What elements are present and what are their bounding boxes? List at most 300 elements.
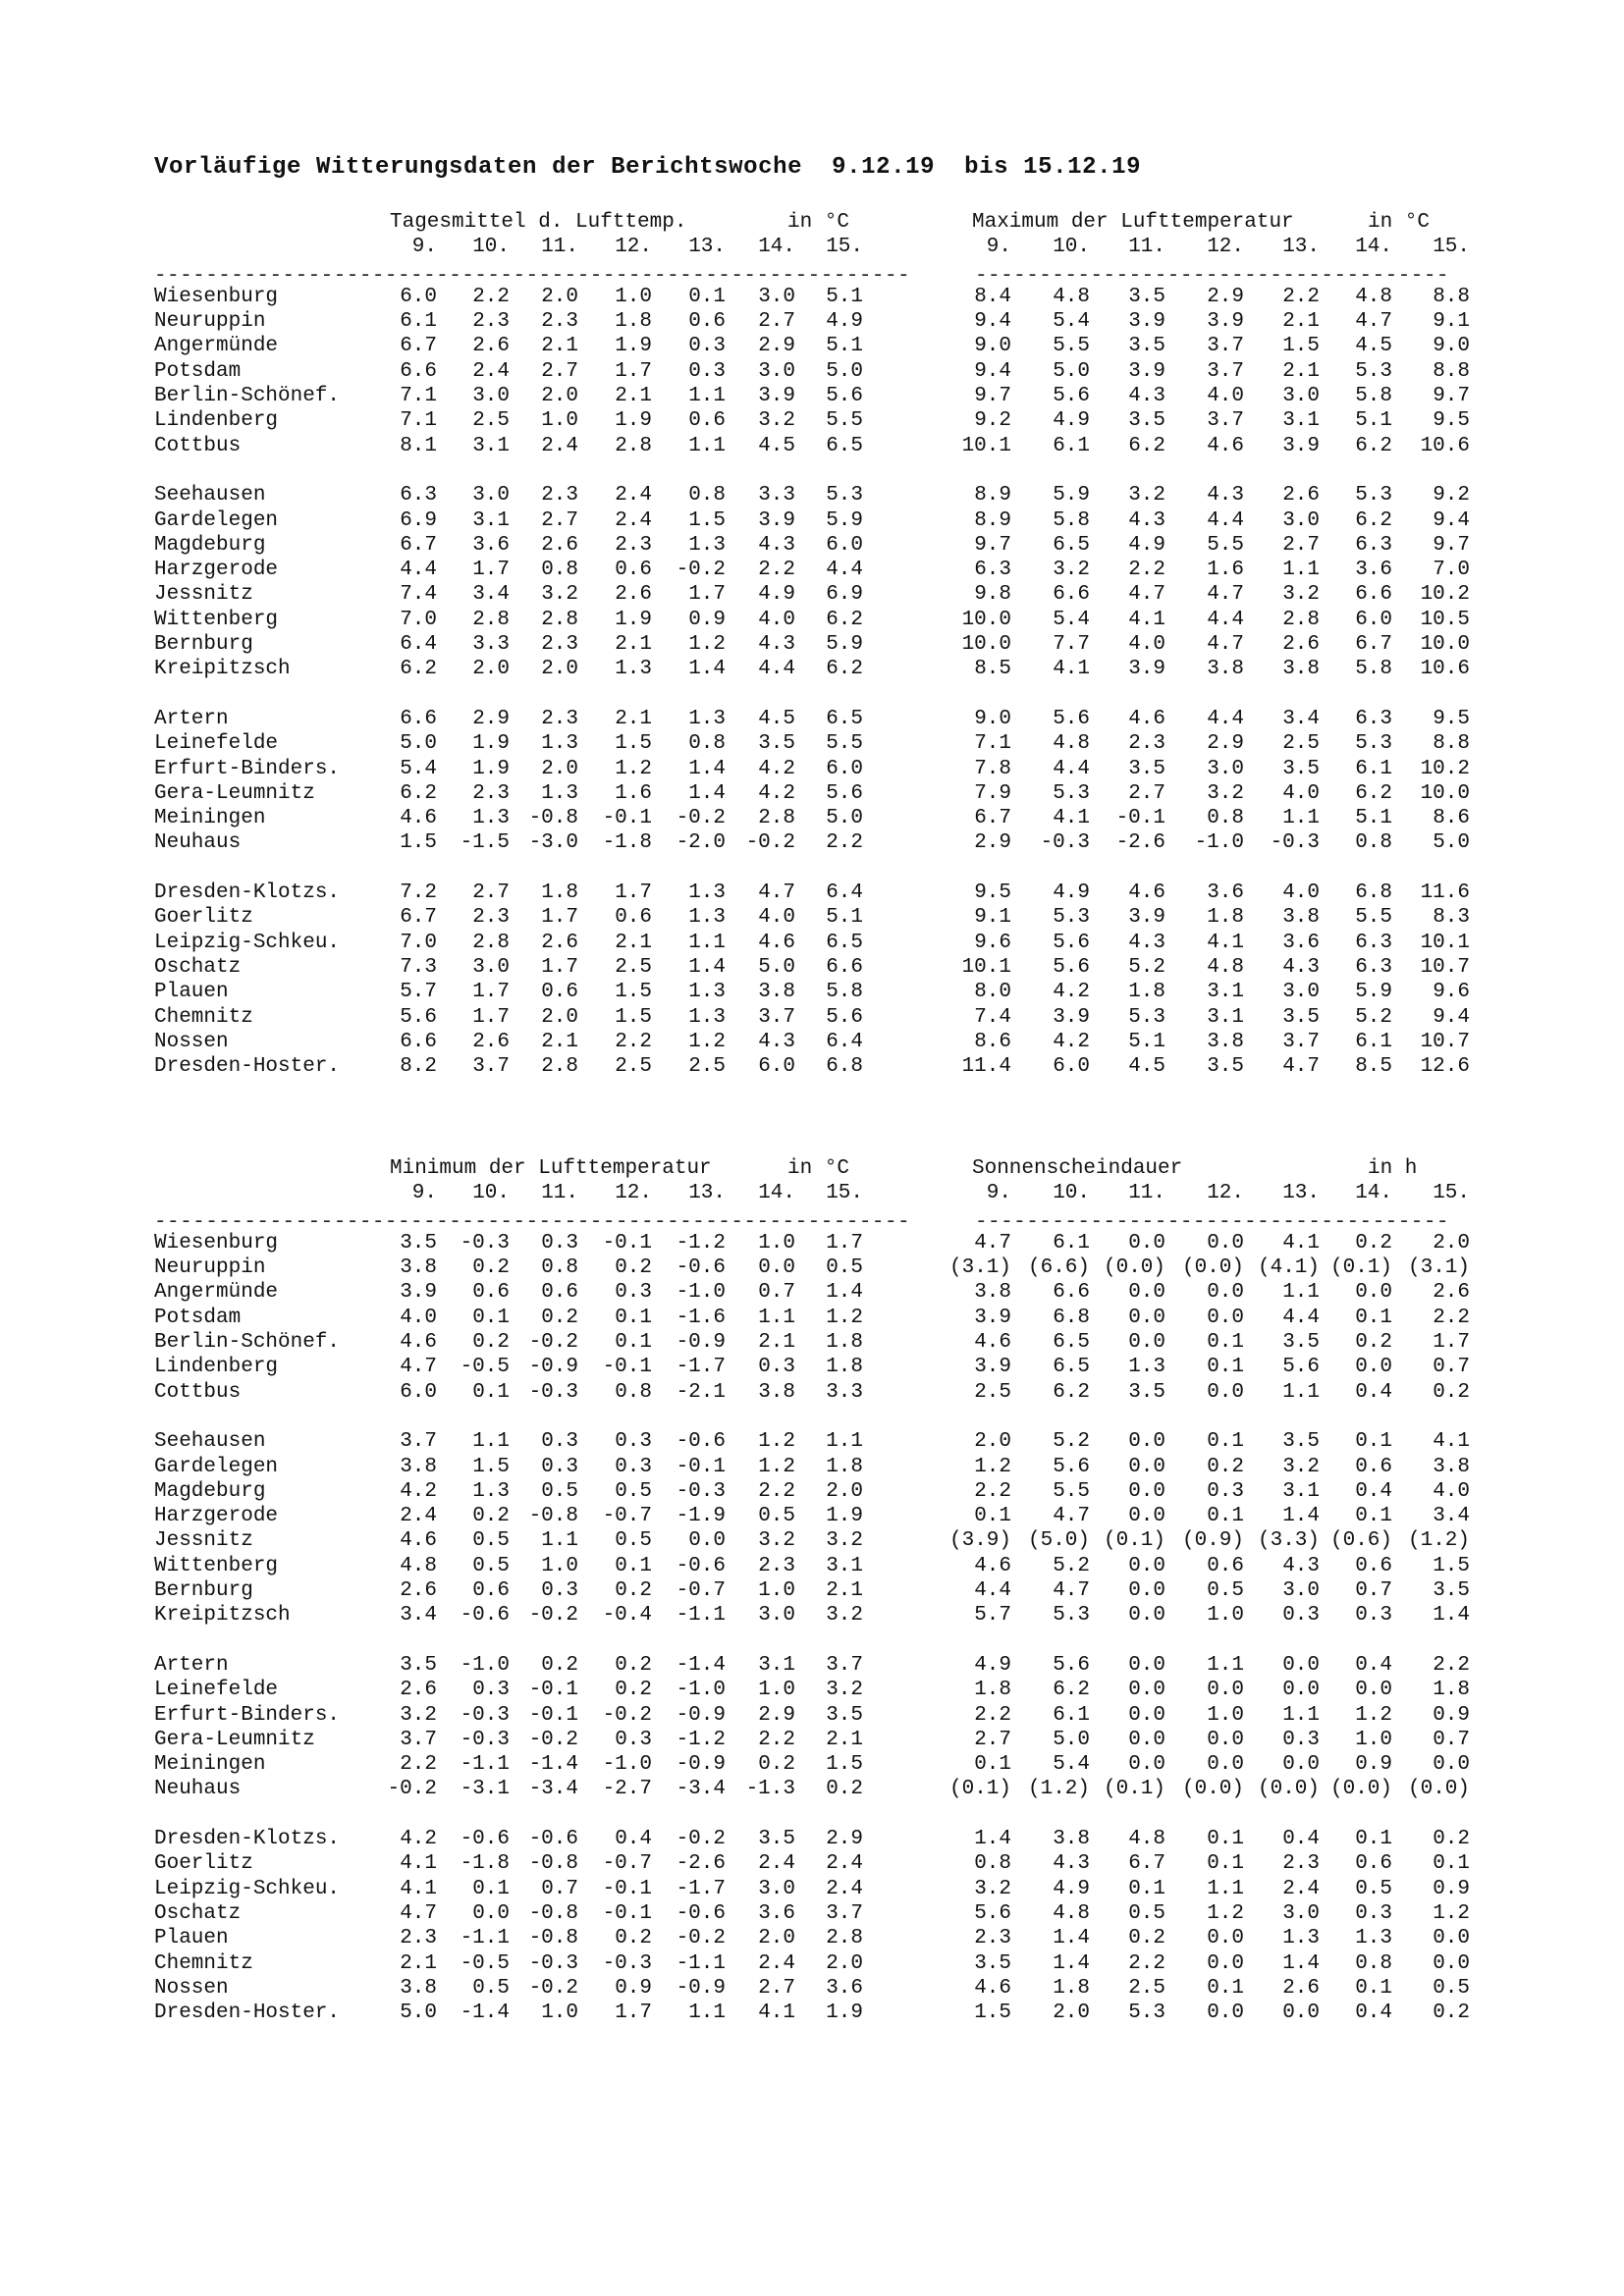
value-cell: 4.9	[1053, 409, 1090, 433]
value-cell: 0.7	[1433, 1728, 1470, 1751]
value-cell: 7.4	[400, 583, 437, 607]
value-cell: -0.2	[528, 1331, 578, 1355]
value-cell: 2.0	[1433, 1231, 1470, 1255]
value-cell: 9.2	[974, 409, 1011, 433]
value-cell: 6.5	[1053, 1331, 1090, 1355]
day-label: 14.	[758, 236, 795, 259]
value-cell: 2.6	[1282, 1976, 1320, 2000]
value-cell: 0.1	[1433, 1852, 1470, 1876]
value-cell: 9.7	[974, 533, 1011, 557]
value-cell: 4.6	[1128, 707, 1165, 730]
value-cell: 0.0	[1128, 1231, 1165, 1255]
value-cell: 1.2	[688, 1030, 726, 1053]
value-cell: 0.0	[1128, 1579, 1165, 1603]
value-cell: 0.3	[1282, 1604, 1320, 1628]
value-cell: 2.4	[472, 359, 510, 383]
value-cell: 0.4	[1355, 1479, 1392, 1503]
day-label: 11.	[541, 1182, 578, 1205]
value-cell: 3.5	[1128, 335, 1165, 358]
value-cell: 0.9	[1433, 1703, 1470, 1727]
value-cell: 10.1	[961, 955, 1011, 979]
value-cell: 5.0	[758, 955, 795, 979]
value-cell: 2.6	[615, 583, 652, 607]
value-cell: 0.0	[1282, 1753, 1320, 1777]
value-cell: -2.1	[676, 1380, 726, 1404]
value-cell: 0.7	[541, 1877, 578, 1900]
value-cell: 9.0	[974, 707, 1011, 730]
value-cell: 1.3	[1282, 1927, 1320, 1950]
value-cell: 4.4	[1207, 608, 1244, 631]
value-cell: -0.5	[460, 1356, 510, 1379]
value-cell: 3.0	[758, 285, 795, 308]
value-cell: 1.5	[615, 981, 652, 1004]
value-cell: 3.4	[1433, 1505, 1470, 1528]
value-cell: 2.8	[758, 807, 795, 830]
value-cell: 4.9	[758, 583, 795, 607]
value-cell: 1.0	[615, 285, 652, 308]
value-cell: 2.4	[758, 1951, 795, 1975]
value-cell: 0.0	[1355, 1356, 1392, 1379]
value-cell: -0.1	[1115, 807, 1165, 830]
value-cell: 9.4	[1433, 1005, 1470, 1029]
station-name: Berlin-Schönef.	[154, 385, 341, 408]
value-cell: 2.1	[400, 1951, 437, 1975]
value-cell: 6.4	[400, 633, 437, 657]
left-block-title: Tagesmittel d. Lufttemp.	[390, 211, 687, 234]
value-cell: 10.2	[1420, 583, 1470, 607]
value-cell: 4.1	[1282, 1231, 1320, 1255]
value-cell: 0.0	[1128, 1331, 1165, 1355]
value-cell: 0.4	[1282, 1828, 1320, 1851]
value-cell: 1.5	[615, 1005, 652, 1029]
value-cell: 2.8	[541, 608, 578, 631]
value-cell: 5.5	[1053, 335, 1090, 358]
value-cell: 2.1	[1282, 359, 1320, 383]
value-cell: -0.7	[602, 1852, 652, 1876]
value-cell: 4.5	[1128, 1055, 1165, 1079]
value-cell: 1.5	[615, 732, 652, 756]
value-cell: 1.4	[1282, 1951, 1320, 1975]
value-cell: 0.5	[472, 1554, 510, 1577]
value-cell: 1.1	[1282, 1380, 1320, 1404]
value-cell: 6.1	[1355, 1030, 1392, 1053]
value-cell: 4.1	[1433, 1430, 1470, 1454]
value-cell: 1.0	[541, 2002, 578, 2025]
value-cell: 4.6	[1128, 881, 1165, 905]
value-cell: 2.2	[758, 1728, 795, 1751]
value-cell: -1.2	[676, 1231, 726, 1255]
value-cell: 3.2	[1053, 559, 1090, 582]
value-cell: 5.1	[1355, 807, 1392, 830]
value-cell: 5.9	[1355, 981, 1392, 1004]
value-cell: 8.9	[974, 508, 1011, 532]
value-cell: 5.2	[1053, 1554, 1090, 1577]
value-cell: 4.0	[1128, 633, 1165, 657]
value-cell: 7.1	[974, 732, 1011, 756]
value-cell: 3.6	[472, 533, 510, 557]
value-cell: -0.1	[602, 807, 652, 830]
day-label: 9.	[411, 1182, 437, 1205]
value-cell: 7.8	[974, 757, 1011, 780]
value-cell: 2.1	[1282, 310, 1320, 334]
value-cell: 9.4	[1433, 508, 1470, 532]
value-cell: 5.6	[1053, 1455, 1090, 1478]
value-cell: 5.8	[1053, 508, 1090, 532]
value-cell: 1.9	[826, 2002, 863, 2025]
value-cell: -0.6	[676, 1554, 726, 1577]
value-cell: 3.1	[1282, 409, 1320, 433]
value-cell: 5.3	[826, 484, 863, 507]
value-cell: 1.9	[472, 732, 510, 756]
value-cell: 2.6	[1282, 633, 1320, 657]
value-cell: 5.3	[1355, 732, 1392, 756]
value-cell: 1.1	[1207, 1877, 1244, 1900]
value-cell: 6.5	[1053, 1356, 1090, 1379]
value-cell: 2.7	[974, 1728, 1011, 1751]
value-cell: 2.5	[472, 409, 510, 433]
value-cell: 4.8	[1053, 1901, 1090, 1925]
value-cell: 1.5	[1433, 1554, 1470, 1577]
value-cell: 3.9	[1128, 906, 1165, 930]
day-label: 10.	[472, 1182, 510, 1205]
value-cell: 0.4	[1355, 2002, 1392, 2025]
value-cell: 0.0	[1128, 1430, 1165, 1454]
value-cell: -1.4	[676, 1653, 726, 1677]
value-cell: -1.2	[676, 1728, 726, 1751]
value-cell: 0.2	[1355, 1231, 1392, 1255]
value-cell: 3.9	[1128, 658, 1165, 681]
value-cell: 5.6	[400, 1005, 437, 1029]
value-cell: (3.1)	[948, 1256, 1011, 1280]
value-cell: 5.3	[1128, 2002, 1165, 2025]
value-cell: 4.7	[1207, 583, 1244, 607]
value-cell: 6.7	[400, 906, 437, 930]
value-cell: 2.8	[826, 1927, 863, 1950]
value-cell: -0.2	[387, 1778, 437, 1801]
day-label: 12.	[615, 1182, 652, 1205]
value-cell: 1.2	[1355, 1703, 1392, 1727]
value-cell: 5.6	[826, 1005, 863, 1029]
value-cell: 4.4	[1053, 757, 1090, 780]
value-cell: 6.2	[1355, 781, 1392, 805]
station-name: Gera-Leumnitz	[154, 1728, 315, 1751]
value-cell: 1.3	[688, 1005, 726, 1029]
value-cell: 6.2	[1128, 434, 1165, 457]
value-cell: 1.0	[541, 409, 578, 433]
value-cell: 6.1	[1355, 757, 1392, 780]
value-cell: 1.1	[688, 385, 726, 408]
station-name: Seehausen	[154, 484, 266, 507]
value-cell: 0.0	[1128, 1455, 1165, 1478]
value-cell: 1.4	[1053, 1951, 1090, 1975]
value-cell: 6.6	[400, 359, 437, 383]
value-cell: 1.1	[826, 1430, 863, 1454]
value-cell: 0.7	[1355, 1579, 1392, 1603]
value-cell: 0.0	[472, 1901, 510, 1925]
value-cell: 2.0	[472, 658, 510, 681]
value-cell: (4.1)	[1257, 1256, 1320, 1280]
value-cell: 2.0	[1053, 2002, 1090, 2025]
value-cell: -1.8	[460, 1852, 510, 1876]
value-cell: 1.8	[1207, 906, 1244, 930]
value-cell: 5.6	[826, 781, 863, 805]
value-cell: 6.0	[1053, 1055, 1090, 1079]
value-cell: 2.6	[541, 931, 578, 954]
value-cell: 2.3	[758, 1554, 795, 1577]
value-cell: 1.4	[974, 1828, 1011, 1851]
value-cell: 0.0	[1128, 1753, 1165, 1777]
value-cell: 5.4	[400, 757, 437, 780]
value-cell: 6.6	[1355, 583, 1392, 607]
station-name: Wiesenburg	[154, 1231, 279, 1255]
value-cell: 0.5	[1128, 1901, 1165, 1925]
value-cell: 1.0	[1355, 1728, 1392, 1751]
value-cell: 1.9	[615, 608, 652, 631]
value-cell: 5.1	[1355, 409, 1392, 433]
value-cell: 2.5	[1282, 732, 1320, 756]
value-cell: 5.6	[1282, 1356, 1320, 1379]
value-cell: 2.4	[400, 1505, 437, 1528]
value-cell: 2.1	[826, 1579, 863, 1603]
value-cell: 0.3	[615, 1281, 652, 1305]
value-cell: -2.6	[1115, 831, 1165, 855]
station-name: Angermünde	[154, 335, 279, 358]
value-cell: 3.5	[1128, 409, 1165, 433]
value-cell: 3.9	[1053, 1005, 1090, 1029]
station-name: Magdeburg	[154, 533, 266, 557]
value-cell: 0.0	[1207, 1679, 1244, 1702]
day-label: 14.	[1355, 1182, 1392, 1205]
value-cell: 0.8	[974, 1852, 1011, 1876]
value-cell: 4.2	[758, 757, 795, 780]
value-cell: (0.1)	[1103, 1778, 1165, 1801]
value-cell: 5.0	[1053, 1728, 1090, 1751]
value-cell: 4.3	[1128, 508, 1165, 532]
value-cell: 0.9	[1433, 1877, 1470, 1900]
value-cell: 1.2	[974, 1455, 1011, 1478]
value-cell: 0.6	[688, 310, 726, 334]
value-cell: 0.0	[1128, 1554, 1165, 1577]
value-cell: 3.0	[758, 1877, 795, 1900]
value-cell: 1.8	[826, 1455, 863, 1478]
value-cell: 6.2	[1355, 508, 1392, 532]
value-cell: 9.5	[974, 881, 1011, 905]
station-name: Dresden-Klotzs.	[154, 881, 341, 905]
value-cell: 9.1	[974, 906, 1011, 930]
value-cell: 10.1	[961, 434, 1011, 457]
value-cell: 3.0	[1282, 1901, 1320, 1925]
value-cell: 1.3	[472, 1479, 510, 1503]
value-cell: 10.6	[1420, 434, 1470, 457]
value-cell: 4.7	[1053, 1579, 1090, 1603]
value-cell: 3.8	[1207, 658, 1244, 681]
value-cell: 3.0	[1282, 981, 1320, 1004]
value-cell: 2.1	[615, 707, 652, 730]
value-cell: 1.7	[688, 583, 726, 607]
value-cell: 2.4	[541, 434, 578, 457]
left-block-unit: in °C	[787, 211, 850, 234]
value-cell: 4.2	[758, 781, 795, 805]
value-cell: -0.3	[676, 1479, 726, 1503]
value-cell: 0.4	[1355, 1380, 1392, 1404]
day-label: 14.	[758, 1182, 795, 1205]
station-name: Gardelegen	[154, 1455, 279, 1478]
right-block-unit: in h	[1368, 1157, 1418, 1180]
value-cell: 2.9	[1207, 732, 1244, 756]
value-cell: 4.5	[758, 434, 795, 457]
value-cell: 1.7	[541, 906, 578, 930]
value-cell: -1.1	[676, 1951, 726, 1975]
value-cell: 2.7	[541, 359, 578, 383]
value-cell: 3.7	[400, 1430, 437, 1454]
value-cell: 3.6	[1355, 559, 1392, 582]
value-cell: 0.6	[1355, 1455, 1392, 1478]
value-cell: 6.0	[826, 757, 863, 780]
value-cell: 0.8	[1207, 807, 1244, 830]
station-name: Neuruppin	[154, 310, 266, 334]
value-cell: 0.3	[758, 1356, 795, 1379]
value-cell: 4.0	[1207, 385, 1244, 408]
value-cell: 0.1	[1207, 1852, 1244, 1876]
value-cell: 4.3	[1128, 385, 1165, 408]
value-cell: 0.0	[758, 1256, 795, 1280]
value-cell: -0.3	[460, 1231, 510, 1255]
value-cell: -1.0	[602, 1753, 652, 1777]
value-cell: (0.1)	[948, 1778, 1011, 1801]
station-name: Kreipitzsch	[154, 1604, 291, 1628]
value-cell: -3.4	[676, 1778, 726, 1801]
value-cell: 9.6	[974, 931, 1011, 954]
station-name: Meiningen	[154, 807, 266, 830]
value-cell: 0.2	[472, 1256, 510, 1280]
value-cell: 3.0	[472, 955, 510, 979]
value-cell: 3.5	[400, 1653, 437, 1677]
value-cell: 6.1	[400, 310, 437, 334]
value-cell: 2.8	[541, 1055, 578, 1079]
value-cell: 1.5	[472, 1455, 510, 1478]
value-cell: 0.4	[1355, 1653, 1392, 1677]
value-cell: 3.7	[400, 1728, 437, 1751]
value-cell: 4.7	[1053, 1505, 1090, 1528]
day-label: 13.	[1282, 236, 1320, 259]
value-cell: 2.3	[541, 707, 578, 730]
value-cell: -0.1	[602, 1231, 652, 1255]
value-cell: 3.8	[1282, 906, 1320, 930]
value-cell: 1.3	[472, 807, 510, 830]
value-cell: 2.6	[472, 335, 510, 358]
value-cell: (1.2)	[1027, 1778, 1090, 1801]
value-cell: 1.4	[1433, 1604, 1470, 1628]
station-name: Kreipitzsch	[154, 658, 291, 681]
value-cell: 2.9	[1207, 285, 1244, 308]
value-cell: 0.0	[1128, 1728, 1165, 1751]
value-cell: 0.0	[1207, 1753, 1244, 1777]
station-name: Harzgerode	[154, 1505, 279, 1528]
value-cell: 3.7	[1207, 409, 1244, 433]
value-cell: 2.3	[472, 310, 510, 334]
day-label: 15.	[826, 236, 863, 259]
value-cell: 6.6	[400, 707, 437, 730]
value-cell: 2.0	[541, 658, 578, 681]
value-cell: 0.0	[1128, 1505, 1165, 1528]
value-cell: 6.1	[1053, 1703, 1090, 1727]
value-cell: 6.7	[1355, 633, 1392, 657]
value-cell: 3.8	[400, 1455, 437, 1478]
value-cell: 3.5	[1207, 1055, 1244, 1079]
value-cell: -0.8	[528, 1505, 578, 1528]
value-cell: 4.4	[1282, 1306, 1320, 1329]
value-cell: 2.2	[1282, 285, 1320, 308]
value-cell: 5.1	[826, 285, 863, 308]
value-cell: 0.5	[1433, 1976, 1470, 2000]
value-cell: 8.8	[1433, 359, 1470, 383]
value-cell: 8.8	[1433, 285, 1470, 308]
value-cell: 4.1	[1207, 931, 1244, 954]
station-name: Potsdam	[154, 1306, 242, 1329]
value-cell: 0.8	[1355, 1951, 1392, 1975]
value-cell: 6.0	[758, 1055, 795, 1079]
value-cell: -0.2	[602, 1703, 652, 1727]
value-cell: 4.9	[826, 310, 863, 334]
value-cell: 10.0	[1420, 781, 1470, 805]
value-cell: -0.1	[528, 1679, 578, 1702]
value-cell: 0.1	[615, 1306, 652, 1329]
value-cell: -0.6	[460, 1828, 510, 1851]
value-cell: 1.7	[472, 981, 510, 1004]
value-cell: 0.2	[1128, 1927, 1165, 1950]
value-cell: 4.6	[974, 1554, 1011, 1577]
value-cell: 5.5	[1053, 1479, 1090, 1503]
value-cell: 3.9	[400, 1281, 437, 1305]
station-name: Goerlitz	[154, 1852, 253, 1876]
value-cell: -1.9	[676, 1505, 726, 1528]
value-cell: 6.6	[400, 1030, 437, 1053]
value-cell: -0.8	[528, 1901, 578, 1925]
value-cell: 8.2	[400, 1055, 437, 1079]
value-cell: 4.4	[758, 658, 795, 681]
value-cell: -0.7	[602, 1505, 652, 1528]
value-cell: 0.6	[1207, 1554, 1244, 1577]
value-cell: 8.1	[400, 434, 437, 457]
value-cell: 3.0	[758, 359, 795, 383]
value-cell: 5.5	[1207, 533, 1244, 557]
value-cell: 4.9	[974, 1653, 1011, 1677]
value-cell: 2.8	[1282, 608, 1320, 631]
value-cell: 1.3	[1355, 1927, 1392, 1950]
value-cell: (1.2)	[1407, 1529, 1470, 1553]
station-name: Dresden-Hoster.	[154, 1055, 341, 1079]
value-cell: 3.2	[1207, 781, 1244, 805]
value-cell: 0.7	[758, 1281, 795, 1305]
station-name: Wittenberg	[154, 608, 279, 631]
value-cell: 3.0	[472, 484, 510, 507]
value-cell: 8.5	[974, 658, 1011, 681]
day-label: 10.	[1053, 236, 1090, 259]
value-cell: 0.0	[1128, 1604, 1165, 1628]
value-cell: 0.0	[1128, 1479, 1165, 1503]
value-cell: 2.3	[1128, 732, 1165, 756]
station-name: Gardelegen	[154, 508, 279, 532]
value-cell: 6.2	[400, 781, 437, 805]
value-cell: 4.4	[400, 559, 437, 582]
value-cell: 0.2	[826, 1778, 863, 1801]
value-cell: 0.6	[615, 906, 652, 930]
value-cell: 3.5	[1128, 757, 1165, 780]
value-cell: 6.9	[400, 508, 437, 532]
value-cell: -1.1	[676, 1604, 726, 1628]
value-cell: 3.3	[472, 633, 510, 657]
value-cell: 2.8	[472, 608, 510, 631]
